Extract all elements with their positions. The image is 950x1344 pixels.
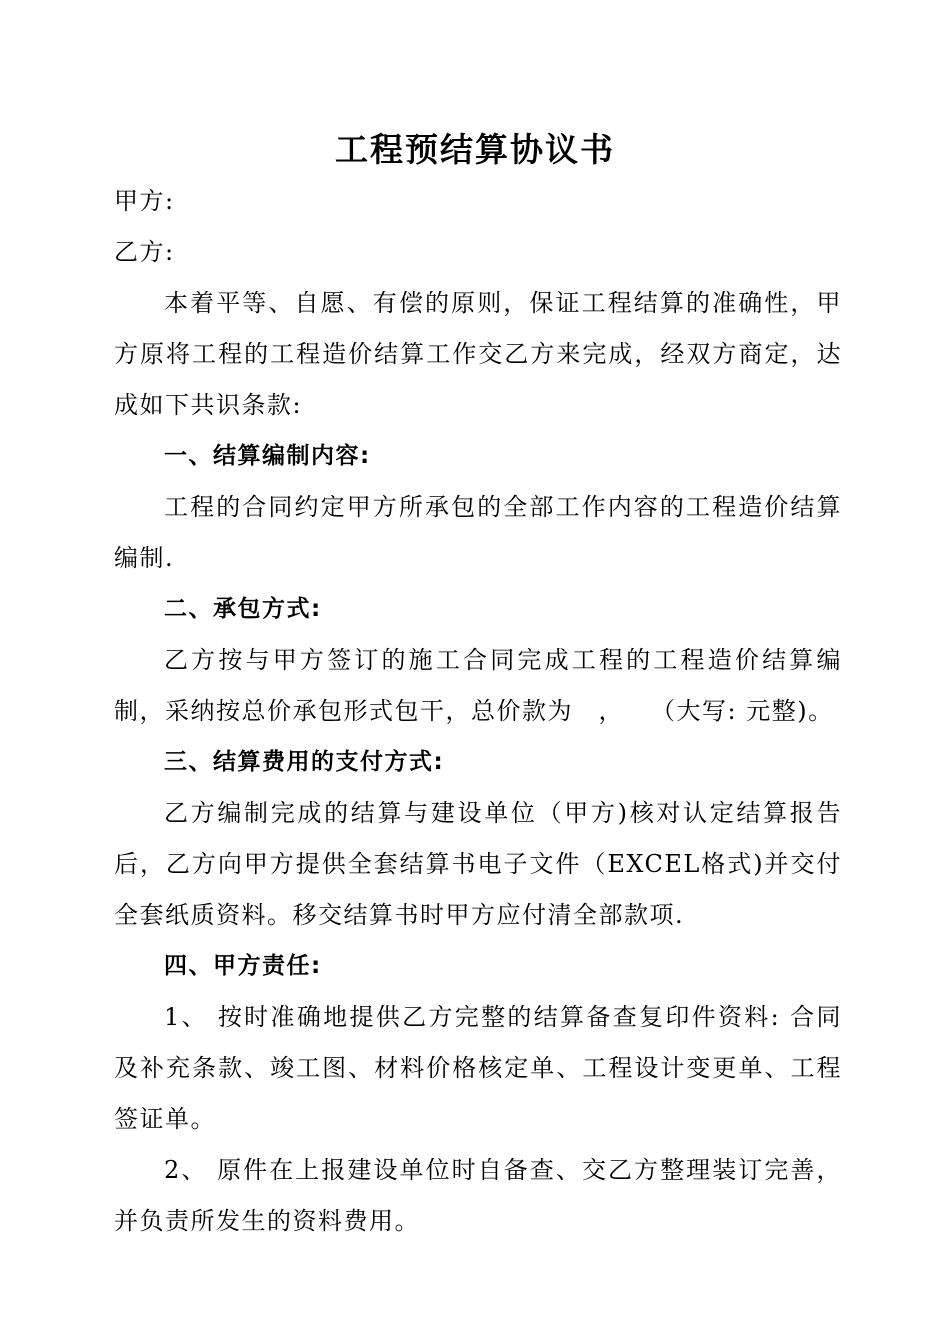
section-4-heading: 四、甲方责任:	[164, 953, 322, 979]
section-2-heading: 二、承包方式:	[164, 596, 322, 622]
section-1-heading: 一、结算编制内容:	[164, 443, 371, 469]
section-2-paragraph: 乙方按与甲方签订的施工合同完成工程的工程造价结算编制，采纳按总价承包形式包干，总价款为 ， （大写: 元整)。	[114, 646, 842, 725]
party-a-label: 甲方:	[114, 187, 175, 215]
section-3-heading: 三、结算费用的支付方式:	[164, 749, 445, 775]
section-4-item-2: 2、 原件在上报建设单位时自备查、交乙方整理装订完善，并负责所发生的资料费用。	[114, 1156, 842, 1235]
document-body	[114, 176, 842, 1247]
section-1-paragraph: 工程的合同约定甲方所承包的全部工作内容的工程造价结算编制.	[114, 493, 842, 572]
document-title: 工程预结算协议书	[335, 130, 615, 169]
intro-paragraph: 本着平等、自愿、有偿的原则，保证工程结算的准确性，甲方原将工程的工程造价结算工作交乙方来完成，经双方商定，达成如下共识条款:	[114, 289, 842, 419]
party-b-label: 乙方:	[114, 238, 175, 266]
section-4-item-1: 1、 按时准确地提供乙方完整的结算备查复印件资料: 合同及补充条款、竣工图、材料价格核定单、工程设计变更单、工程签证单。	[114, 1003, 842, 1133]
section-3-paragraph: 乙方编制完成的结算与建设单位（甲方)核对认定结算报告后，乙方向甲方提供全套结算书电子文件（EXCEL格式)并交付全套纸质资料。移交结算书时甲方应付清全部款项.	[114, 799, 842, 929]
